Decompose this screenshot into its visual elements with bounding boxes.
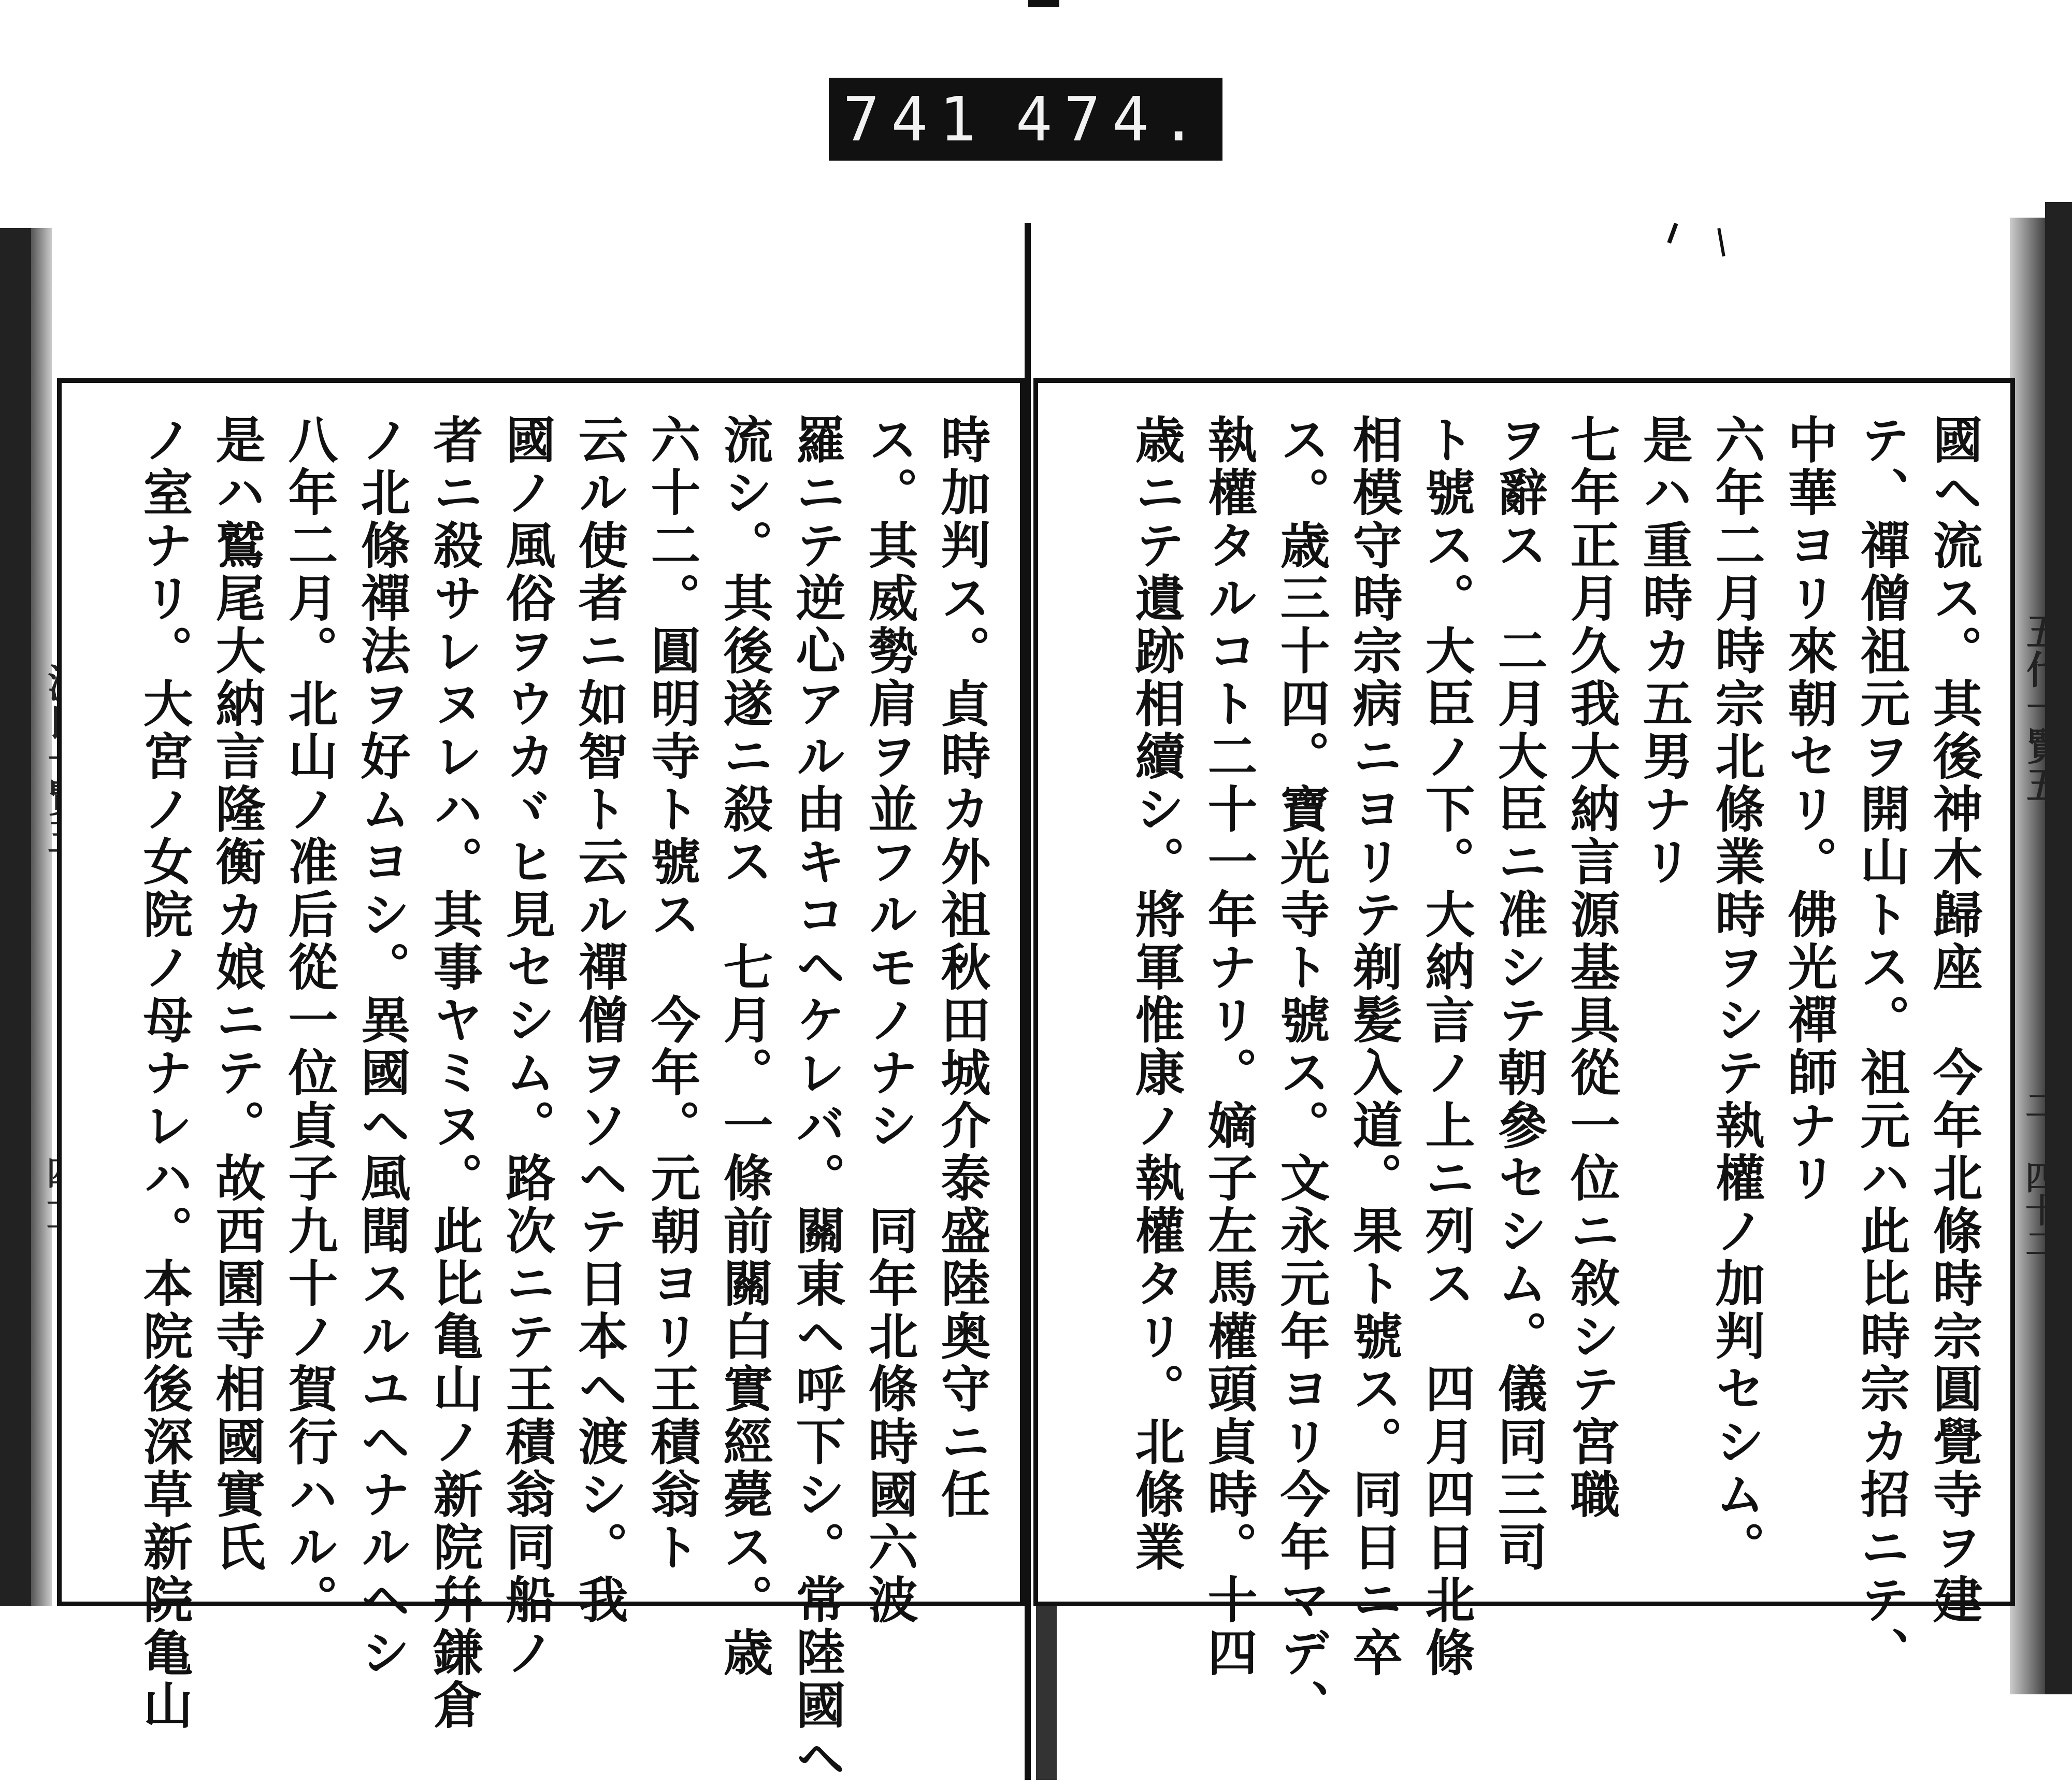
left-page (57, 378, 1025, 1785)
text-column: ス。歳三十四。寶光寺ト號ス。文永元年ヨリ今年マデ、 (1272, 414, 1331, 1732)
text-column: ス。其威勢肩ヲ並フルモノナシ 同年北條時國六波 (860, 414, 919, 1627)
text-column: 國ヘ流ス。其後神木歸座 今年北條時宗圓覺寺ヲ建 (1925, 414, 1983, 1627)
text-column: 是ハ重時カ五男ナリ (1635, 414, 1693, 889)
ink-mark (1717, 228, 1725, 256)
text-column: 七年正月久我大納言源基具從一位ニ敘シテ宮職 (1562, 414, 1621, 1521)
scan-edge-left (0, 228, 31, 1606)
book-gutter-bottom (1036, 1596, 1057, 1780)
text-column: 羅ニテ逆心アル由キコヘケレバ。關東ヘ呼下シ。常陸國ヘ (788, 414, 846, 1785)
fold-title-right: 五代一覽五 (2020, 611, 2065, 803)
ink-mark (1667, 223, 1678, 244)
text-column: 是ハ鷲尾大納言隆衡カ娘ニテ。故西園寺相國實氏 (208, 414, 266, 1574)
text-column: 六十二。圓明寺ト號ス 今年。元朝ヨリ王積翁ト (643, 414, 701, 1574)
text-column: 中華ヨリ來朝セリ。佛光禪師ナリ (1780, 414, 1838, 1205)
text-column: 云ル使者ニ如智ト云ル禪僧ヲソヘテ日本ヘ渡シ。我 (570, 414, 629, 1627)
text-column: 國ノ風俗ヲウカヾヒ見セシム。路次ニテ王積翁同船ノ (498, 414, 556, 1680)
text-column: 六年二月時宗北條業時ヲシテ執權ノ加判セシム。 (1707, 414, 1766, 1574)
page-shadow-right (2010, 218, 2045, 1694)
right-page (1033, 378, 2015, 1732)
text-column: 執權タルコト二十一年ナリ。嫡子左馬權頭貞時。十四 (1200, 414, 1258, 1680)
fold-page-right: 二 四十二 (2020, 1088, 2059, 1260)
text-column: 時加判ス。貞時カ外祖秋田城介泰盛陸奥守ニ任 (933, 414, 991, 1521)
text-column: ノ室ナリ。大宮ノ女院ノ母ナレハ。本院後深草新院亀山 (135, 414, 194, 1732)
text-column: テ、禪僧祖元ヲ開山トス。祖元ハ此比時宗カ招ニテ、 (1852, 414, 1911, 1680)
catalogue-number-right: 474. (1015, 83, 1208, 155)
top-edge-mark (1028, 0, 1059, 7)
text-column: ヲ辭ス 二月大臣ニ准シテ朝參セシム。儀同三司 (1490, 414, 1548, 1574)
scan-edge-right (2045, 202, 2072, 1694)
text-column: ノ北條禪法ヲ好ムヨシ。異國ヘ風聞スルユヘナルヘシ (353, 414, 411, 1680)
text-column: 者ニ殺サレヌレハ。其事ヤミヌ。此比亀山ノ新院幷鎌倉 (425, 414, 484, 1732)
catalogue-label (829, 78, 1222, 161)
text-column: ト號ス。大臣ノ下。大納言ノ上ニ列ス 四月四日北條 (1417, 414, 1476, 1680)
catalogue-number-left: 741 (843, 83, 988, 155)
text-column: 相模守時宗病ニヨリテ剃髪入道。果ト號ス。同日ニ卒 (1345, 414, 1403, 1680)
text-column: 歳ニテ遺跡相續シ。將軍惟康ノ執權タリ。北條業 (1127, 414, 1186, 1574)
book-gutter (1025, 223, 1031, 1780)
page-shadow-left (31, 228, 52, 1606)
text-column: 流シ。其後遂ニ殺ス 七月。一條前關白實經薨ス。歳 (715, 414, 774, 1680)
text-column: 八年二月。北山ノ准后從一位貞子九十ノ賀行ハル。 (280, 414, 339, 1627)
